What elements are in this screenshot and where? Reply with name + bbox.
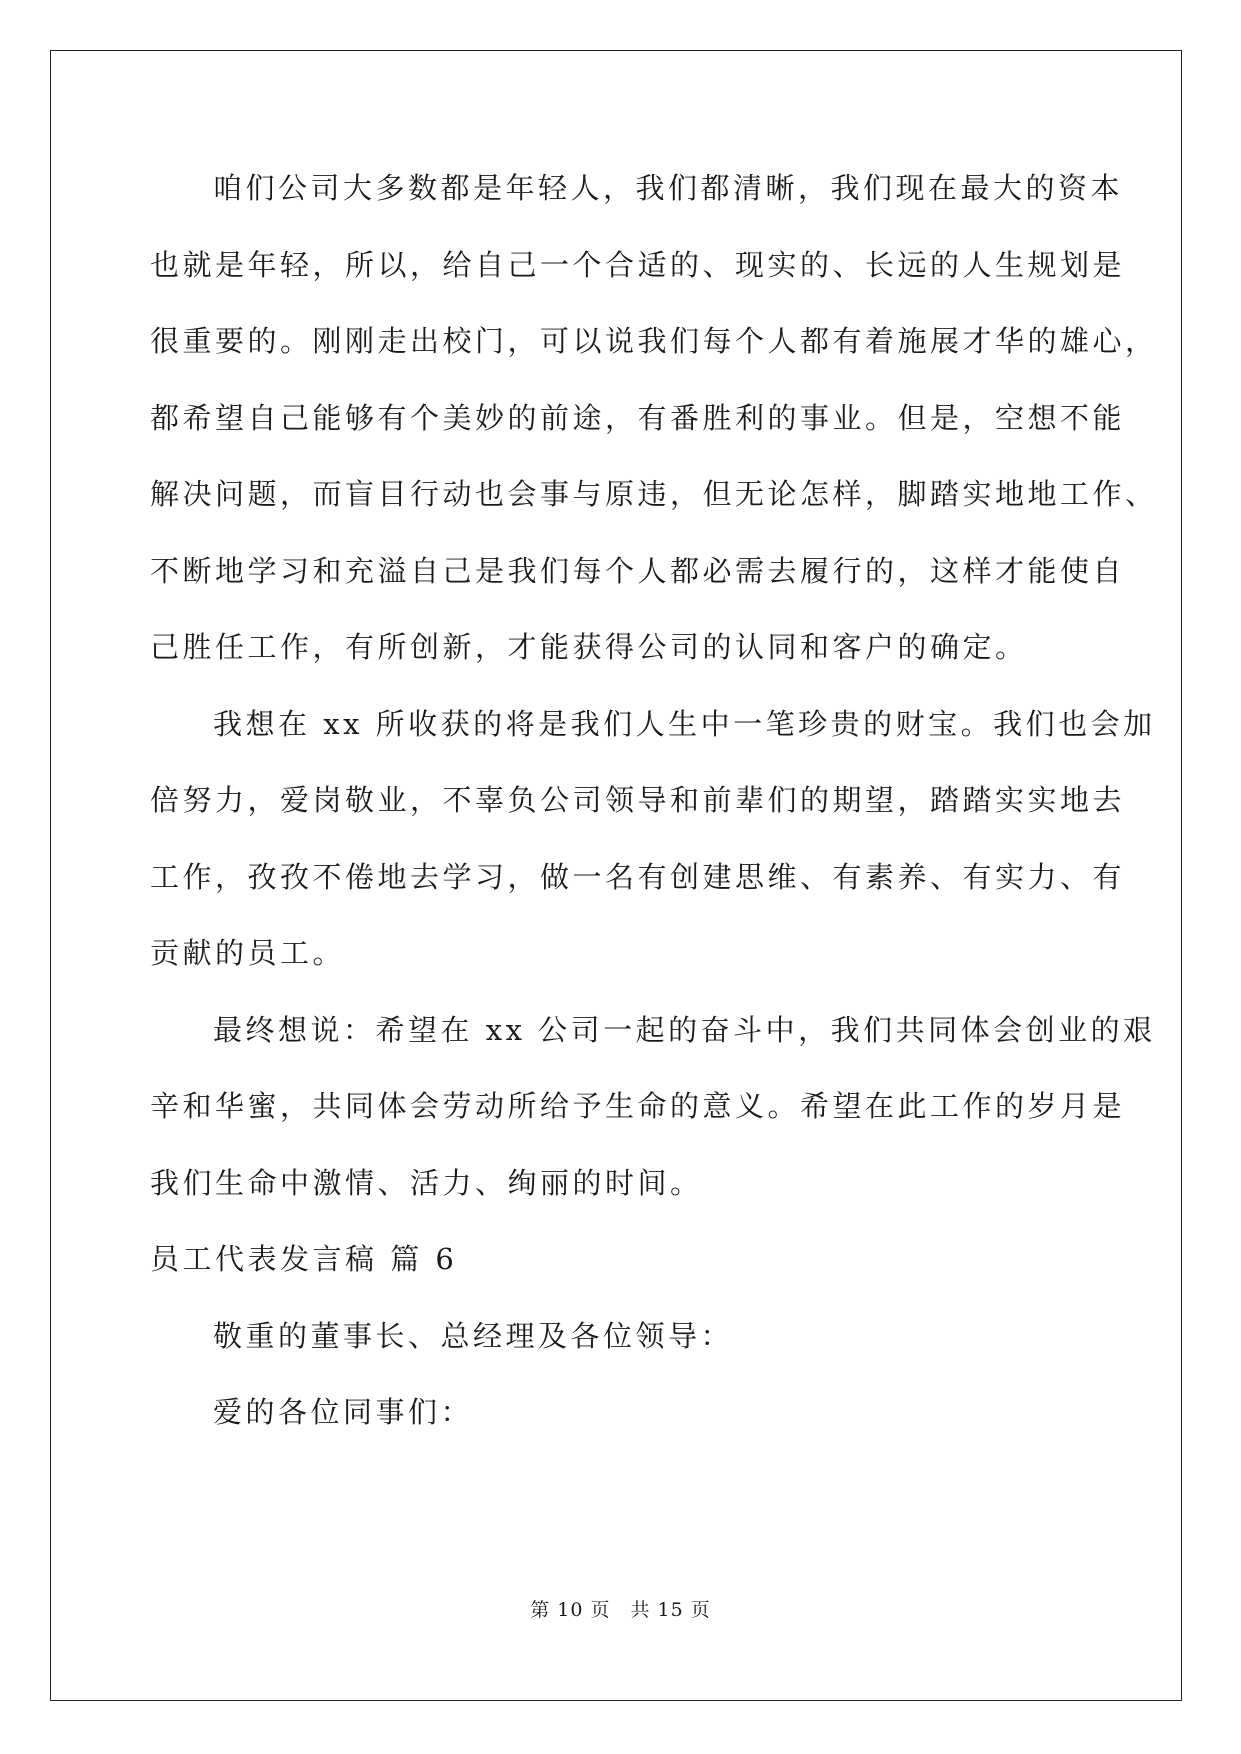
- paragraph-1-line-5: 解决问题，而盲目行动也会事与原违，但无论怎样，脚踏实地地工作、: [150, 477, 1158, 511]
- paragraph-1-line-7: 己胜任工作，有所创新，才能获得公司的认同和客户的确定。: [150, 630, 1028, 664]
- paragraph-3-line-2: 辛和华蜜，共同体会劳动所给予生命的意义。希望在此工作的岁月是: [150, 1089, 1126, 1123]
- paragraph-2-line-4: 贡献的员工。: [150, 936, 346, 970]
- page-total: 共 15 页: [630, 1599, 711, 1621]
- paragraph-1-line-2: 也就是年轻，所以，给自己一个合适的、现实的、长远的人生规划是: [150, 248, 1126, 282]
- paragraph-2-line-2: 倍努力，爱岗敬业，不辜负公司领导和前辈们的期望，踏踏实实地去: [150, 783, 1126, 817]
- paragraph-1-line-6: 不断地学习和充溢自己是我们每个人都必需去履行的，这样才能使自: [150, 554, 1126, 588]
- paragraph-2-line-1: 我想在 xx 所收获的将是我们人生中一笔珍贵的财宝。我们也会加: [213, 707, 1156, 741]
- salutation-colleagues: 爱的各位同事们：: [213, 1395, 474, 1429]
- page-footer: [0, 1597, 1241, 1623]
- salutation-leaders: 敬重的董事长、总经理及各位领导：: [213, 1319, 734, 1353]
- paragraph-1-line-3: 很重要的。刚刚走出校门，可以说我们每个人都有着施展才华的雄心，: [150, 324, 1158, 358]
- paragraph-2-line-3: 工作，孜孜不倦地去学习，做一名有创建思维、有素养、有实力、有: [150, 860, 1126, 894]
- paragraph-3-line-1: 最终想说：希望在 xx 公司一起的奋斗中，我们共同体会创业的艰: [213, 1013, 1156, 1047]
- section-heading: 员工代表发言稿 篇 6: [150, 1242, 458, 1276]
- paragraph-1-line-4: 都希望自己能够有个美妙的前途，有番胜利的事业。但是，空想不能: [150, 401, 1126, 435]
- paragraph-1-line-1: 咱们公司大多数都是年轻人，我们都清晰，我们现在最大的资本: [213, 171, 1124, 205]
- paragraph-3-line-3: 我们生命中激情、活力、绚丽的时间。: [150, 1166, 703, 1200]
- page-number: 第 10 页: [530, 1599, 611, 1621]
